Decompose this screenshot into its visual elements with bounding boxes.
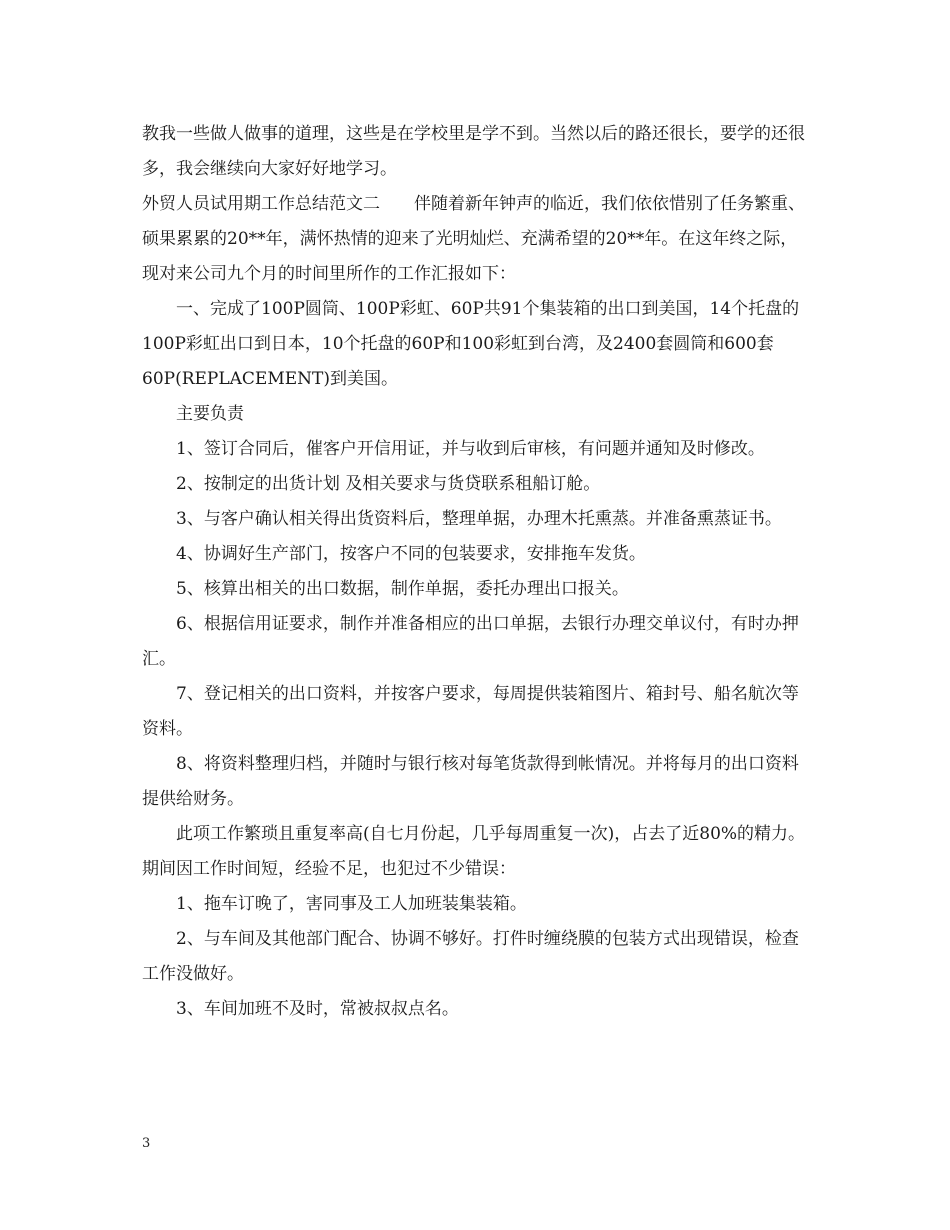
list-item: 1、签订合同后，催客户开信用证，并与收到后审核，有问题并通知及时修改。 — [176, 439, 765, 459]
paragraph-summary: 此项工作繁琐且重复率高(自七月份起，几乎每周重复一次)，占去了近80%的精力。期间因工作时间短，经验不足，也犯过不少错误： — [142, 824, 806, 879]
section-heading: 主要负责 — [176, 404, 244, 424]
list-item: 2、与车间及其他部门配合、协调不够好。打件时缠绕膜的包装方式出现错误，检查工作没做好。 — [142, 929, 799, 984]
page-number: 3 — [142, 1136, 151, 1151]
document-body — [142, 117, 810, 1027]
list-item: 6、根据信用证要求，制作并准备相应的出口单据，去银行办理交单议付，有时办押汇。 — [142, 614, 799, 669]
paragraph-3: 一、完成了100P圆筒、100P彩虹、60P共91个集装箱的出口到美国，14个托盘的100P彩虹出口到日本，10个托盘的60P和100彩虹到台湾，及2400套圆筒和600套60P(REPLACEMENT)到美国。 — [142, 299, 800, 389]
list-item: 8、将资料整理归档，并随时与银行核对每笔货款得到帐情况。并将每月的出口资料提供给财务。 — [142, 754, 799, 809]
list-item: 1、拖车订晚了，害同事及工人加班装集装箱。 — [176, 894, 527, 914]
list-item: 3、与客户确认相关得出货资料后，整理单据，办理木托熏蒸。并准备熏蒸证书。 — [176, 509, 782, 529]
paragraph-1: 教我一些做人做事的道理，这些是在学校里是学不到。当然以后的路还很长，要学的还很多，我会继续向大家好好地学习。 — [142, 124, 805, 179]
list-item: 4、协调好生产部门，按客户不同的包装要求，安排拖车发货。 — [176, 544, 646, 564]
list-item: 7、登记相关的出口资料，并按客户要求，每周提供装箱图片、箱封号、船名航次等资料。 — [142, 684, 799, 739]
list-item: 5、核算出相关的出口数据，制作单据，委托办理出口报关。 — [176, 579, 629, 599]
list-item: 2、按制定的出货计划 及相关要求与货贷联系租船订舱。 — [176, 474, 601, 494]
paragraph-2: 外贸人员试用期工作总结范文二 伴随着新年钟声的临近，我们依依惜别了任务繁重、硕果累累的20**年，满怀热情的迎来了光明灿烂、充满希望的20**年。在这年终之际，现对来公司九个月的时间里所作的工作汇报如下： — [142, 194, 805, 284]
list-item: 3、车间加班不及时，常被叔叔点名。 — [176, 999, 459, 1019]
